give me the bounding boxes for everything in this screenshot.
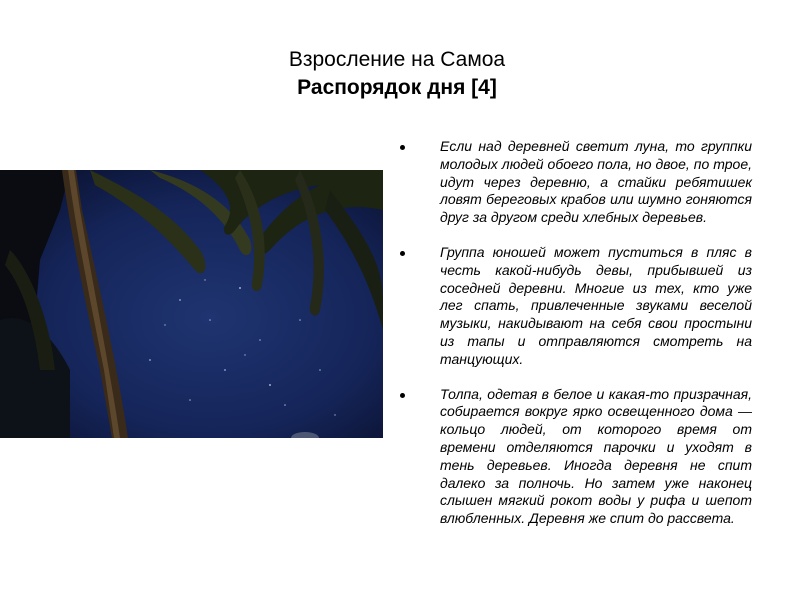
bullet-dot-icon [400,393,405,398]
bullet-text: Толпа, одетая в белое и какая-то призрачная, собирается вокруг ярко освещенного дома — кольцо людей, от которого время от времени отделяются парочки и уходят в тень деревьев. Иногда деревня не спит далеко за полночь. Но затем уже наконец слышен мягкий рокот воды у рифа и шепот влюбленных. Деревня же спит до рассвета. [440,385,752,527]
bullet-item [400,244,752,369]
bullet-text: Группа юношей может пуститься в пляс в честь какой-нибудь девы, прибывшей из соседней деревни. Многие из тех, кто уже лег спать, привлеченные звуками веселой музыки, накидывают на себя свои простыни из тапы и отправляются смотреть на танцующих. [440,243,752,367]
slide-title: Взросление на Самоа [288,48,506,71]
slide-subtitle: Распорядок дня [4] [297,76,497,99]
bullet-item [400,138,752,227]
bullet-dot-icon [400,251,405,256]
night-palms-photo [0,170,383,438]
bullet-dot-icon [400,145,405,150]
bullet-list [400,138,752,545]
photo-illustration [0,170,383,438]
bullet-text: Если над деревней светит луна, то группки молодых людей обоего пола, но двое, по трое, идут через деревню, а стайки ребятишек ловят береговых крабов или шумно гоняются друг за другом среди хлебных деревьев. [440,138,752,226]
slide-title-block [0,46,794,102]
bullet-item [400,386,752,528]
